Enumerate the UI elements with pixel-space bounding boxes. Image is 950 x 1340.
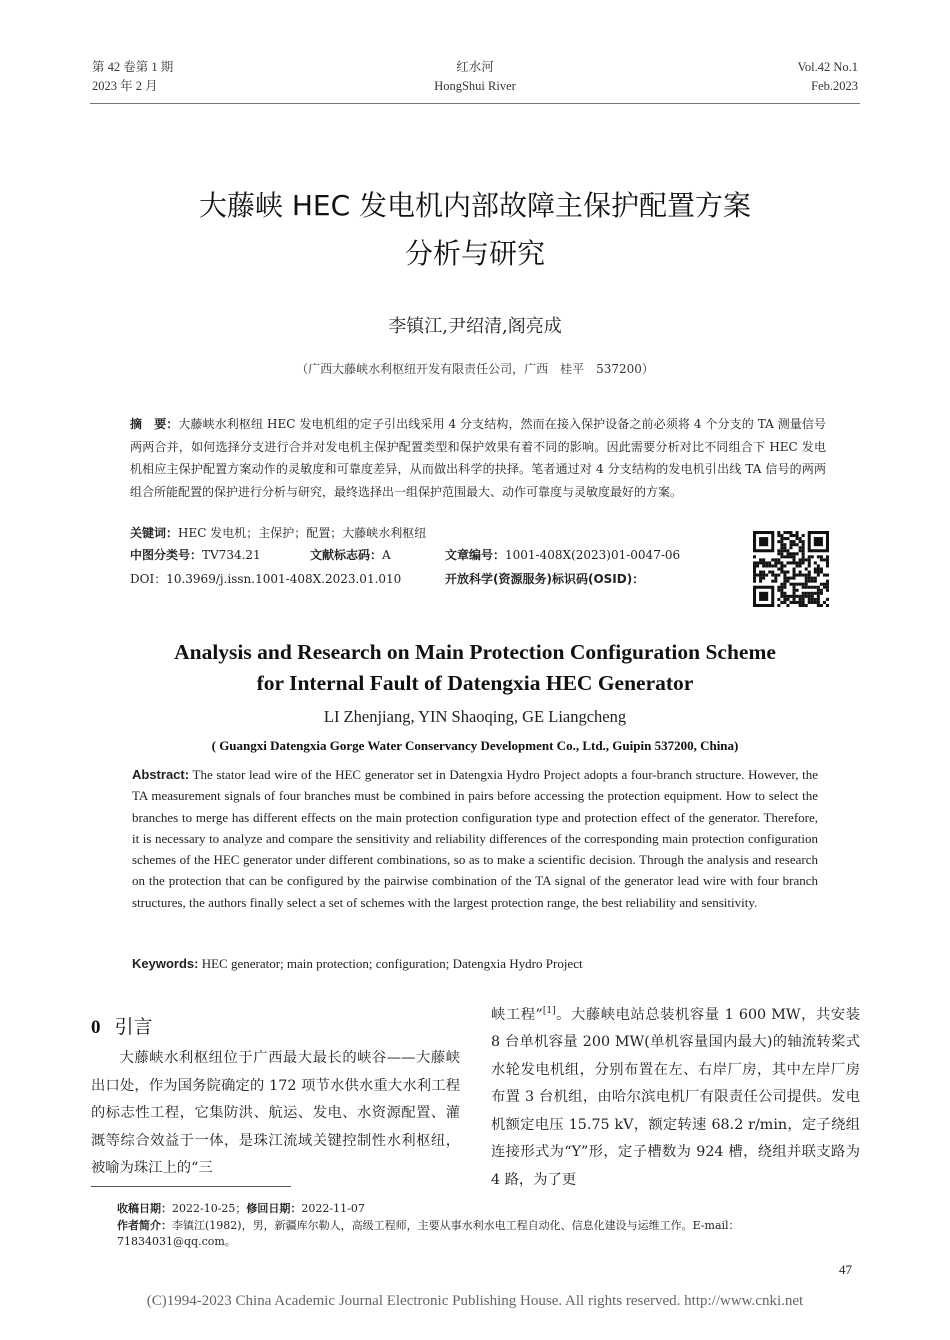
- abstract-cn: [130, 413, 826, 503]
- abstract-en-label: Abstract:: [132, 767, 190, 782]
- clc-value: TV734.21: [202, 548, 261, 562]
- abstract-en: [132, 764, 818, 913]
- article-no-value: 1001-408X(2023)01-0047-06: [505, 548, 681, 562]
- journal-volume-issue-en: [797, 58, 858, 96]
- classification-row: [130, 545, 261, 565]
- osid-qr-code[interactable]: [753, 531, 829, 607]
- affiliation-en: ( Guangxi Datengxia Gorge Water Conservancy Development Co., Ltd., Guipin 537200, China): [211, 738, 739, 753]
- abstract-cn-text: 大藤峡水利枢纽 HEC 发电机组的定子引出线采用 4 分支结构，然而在接入保护设备之前必须将 4 个分支的 TA 测量信号两两合并，如何选择分支进行合并对发电机主保护配置类型和保护效果有着不同的影响。因此需要分析对比不同组合下 HEC 发电机相应主保护配置方案动作的灵敏度和可靠度差异，从而做出科学的抉择。笔者通过对 4 分支结构的发电机引出线 TA 信号的两两组合所能配置的保护进行分析与研究，最终选择出一组保护范围最大、动作可靠度与灵敏度最好的方案。: [130, 417, 826, 499]
- title-en-line2: for Internal Fault of Datengxia HEC Generator: [256, 671, 694, 695]
- section-title: 引言: [114, 1016, 153, 1038]
- clc-label: 中图分类号：: [130, 548, 203, 562]
- title-en-line1: Analysis and Research on Main Protection Configuration Scheme: [174, 640, 776, 664]
- osid-row: [445, 569, 644, 589]
- citation-ref[interactable]: [1]: [542, 1006, 556, 1016]
- keywords-en-label: Keywords:: [132, 956, 199, 971]
- volume-issue-en: Vol.42 No.1: [797, 60, 858, 74]
- date-cn: 2023 年 2 月: [92, 79, 158, 93]
- received-date: 2022-10-25；: [172, 1202, 247, 1215]
- revised-label: 修回日期：: [246, 1202, 302, 1215]
- journal-name-en: HongShui River: [434, 79, 516, 93]
- doi-label: DOI：: [130, 572, 167, 586]
- article-number: [445, 545, 680, 565]
- author-email[interactable]: 71834031@qq.com。: [117, 1235, 236, 1248]
- body-paragraph-left: 大藤峡水利枢纽位于广西最大最长的峡谷——大藤峡出口处，作为国务院确定的 172 项节水供水重大水利工程的标志性工程，它集防洪、航运、发电、水资源配置、灌溉等综合效益于一体，是珠江流域关键控制性水利枢纽，被喻为珠江上的“三: [91, 1050, 460, 1176]
- authors-cn: 李镇江,尹绍清,阁亮成: [388, 316, 562, 337]
- author-bio-label: 作者简介：: [117, 1219, 172, 1232]
- footnote-divider: [91, 1186, 291, 1187]
- body-right-start: 峡工程”: [491, 1006, 543, 1023]
- copyright-notice: (C)1994-2023 China Academic Journal Electronic Publishing House. All rights reserved. http://www.cnki.net: [146, 1293, 804, 1309]
- doc-code-value: A: [382, 548, 391, 562]
- abstract-en-text: The stator lead wire of the HEC generator set in Datengxia Hydro Project adopts a four-branch structure. However, the TA measurement signals of four branches must be combined in pairs before accessing the protection equipment. How to select the branches to merge has different effects on the main protection configuration type and protection effect of the generator. Therefore, it is necessary to analyze and compare the sensitivity and reliability differences of the corresponding main protection configuration schemes of the HEC generator under different combinations, so as to make a scientific decision. Through the analysis and research on the protection that can be configured by the pairwise combination of the TA signal of the generator lead wire with four branch structures, the authors finally select a set of schemes with the largest protection range, the best reliability and sensitivity.: [132, 767, 818, 910]
- title-cn-line1: 大藤峡 HEC 发电机内部故障主保护配置方案: [198, 189, 752, 222]
- doc-code-label: 文献标志码：: [310, 548, 383, 562]
- volume-issue-cn: 第 42 卷第 1 期: [92, 60, 174, 74]
- journal-name-cn: 红水河: [456, 60, 494, 74]
- section-heading: [91, 1012, 153, 1039]
- header-divider: [90, 103, 860, 104]
- body-column-left: [91, 1045, 460, 1183]
- footnote-author-bio: [117, 1218, 857, 1250]
- section-number: 0: [91, 1017, 101, 1038]
- keywords-cn: [130, 523, 426, 543]
- received-label: 收稿日期：: [117, 1202, 172, 1215]
- authors-en: LI Zhenjiang, YIN Shaoqing, GE Liangcheng: [323, 707, 627, 726]
- body-column-right: [491, 998, 860, 1194]
- doi-row: [130, 569, 401, 589]
- keywords-en-text: HEC generator; main protection; configuration; Datengxia Hydro Project: [198, 956, 583, 971]
- date-en: Feb.2023: [811, 79, 858, 93]
- footnote-dates: [117, 1201, 857, 1217]
- body-right-rest: 。大藤峡电站总装机容量 1 600 MW，共安装 8 台单机容量 200 MW(单机容量国内最大)的轴流转桨式水轮发电机组，分别布置在左、右岸厂房，其中左岸厂房布置 3 台机组，由哈尔滨电机厂有限责任公司提供。发电机额定电压 15.75 kV，额定转速 68.2 r/min，定子绕组连接形式为“Y”形，定子槽数为 924 槽，绕组并联支路为 4 路，为了更: [491, 1006, 860, 1188]
- title-cn-line2: 分析与研究: [404, 237, 545, 270]
- body-paragraph-right: [491, 998, 860, 1194]
- author-bio-text: 李镇江(1982)，男，新疆库尔勒人，高级工程师，主要从事水利水电工程自动化、信息化建设与运维工作。E-mail：: [172, 1219, 740, 1232]
- affiliation-cn: （广西大藤峡水利枢纽开发有限责任公司，广西 桂平 537200）: [296, 362, 654, 376]
- keywords-cn-label: 关键词：: [130, 526, 179, 540]
- abstract-cn-label: 摘 要：: [130, 417, 179, 431]
- doc-code: [310, 545, 391, 565]
- revised-date: 2022-11-07: [301, 1202, 365, 1215]
- osid-label: 开放科学(资源服务)标识码(OSID)：: [445, 572, 645, 586]
- keywords-en: [132, 956, 583, 972]
- page-number: 47: [839, 1262, 852, 1277]
- keywords-cn-text: HEC 发电机；主保护；配置；大藤峡水利枢纽: [178, 526, 427, 540]
- doi-value[interactable]: 10.3969/j.issn.1001-408X.2023.01.010: [166, 572, 402, 586]
- article-no-label: 文章编号：: [445, 548, 506, 562]
